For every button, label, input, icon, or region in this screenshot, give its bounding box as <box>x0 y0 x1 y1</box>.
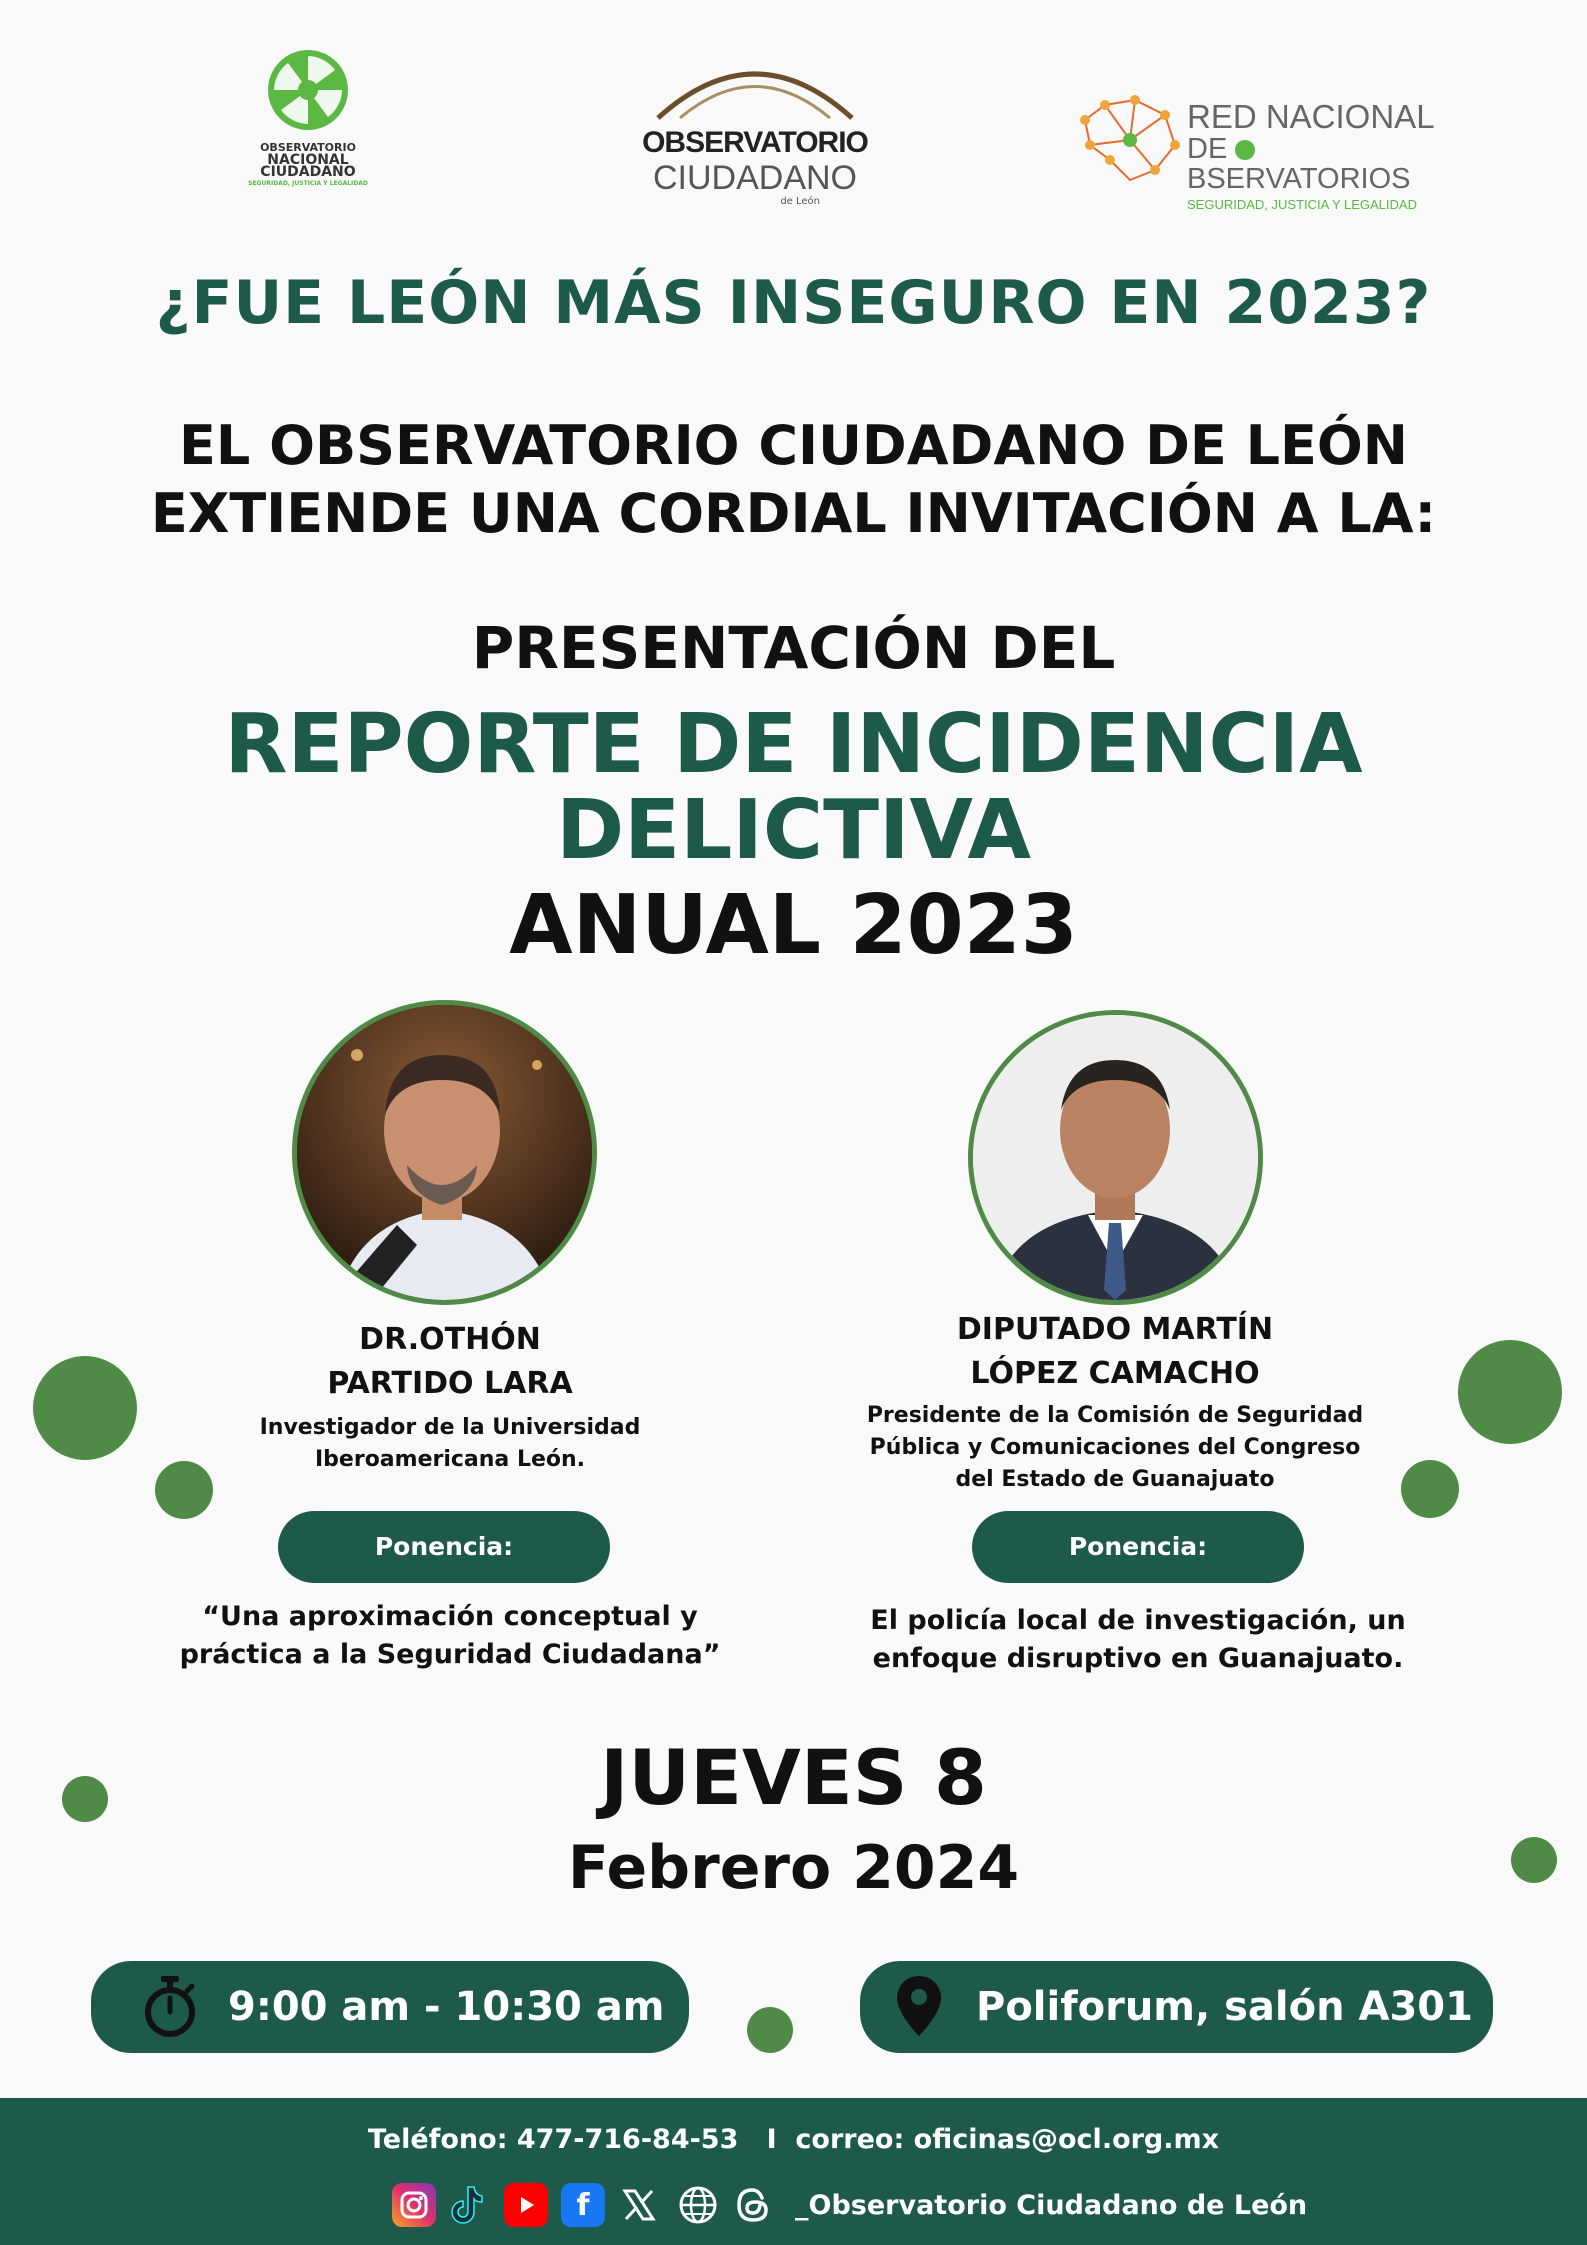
logo-observatorio-ciudadano <box>640 50 870 210</box>
footer-social-handle[interactable]: _Observatorio Ciudadano de León <box>795 2190 1308 2221</box>
report-title-line2: DELICTIVA <box>556 783 1031 878</box>
presentation-heading: PRESENTACIÓN DEL <box>471 614 1116 682</box>
logo-mid-line2: CIUDADANO <box>652 159 858 197</box>
logo-left-line1: OBSERVATORIO <box>260 141 356 154</box>
speaker-1-portrait <box>297 1005 592 1300</box>
speaker-2-name-line1: DIPUTADO MARTÍN <box>956 1312 1274 1347</box>
speaker-1-photo <box>292 1000 597 1305</box>
speaker-1-name-line1: DR.OTHÓN <box>359 1322 541 1357</box>
speaker-1-talk-line1: “Una aproximación conceptual y <box>202 1601 698 1632</box>
event-place-pill <box>860 1961 1493 2053</box>
logo-red-nacional <box>1075 90 1455 212</box>
event-place: Poliforum, salón A301 <box>976 1984 1473 2030</box>
headline-question: ¿FUE LEÓN MÁS INSEGURO EN 2023? <box>155 268 1432 338</box>
logo-right-line2a: DE <box>1187 133 1236 165</box>
event-day: JUEVES 8 <box>600 1733 987 1822</box>
green-dot-icon <box>1235 140 1255 160</box>
speaker-2-talk <box>838 1602 1438 1678</box>
arc-icon <box>640 50 870 120</box>
speaker-2-info <box>840 1308 1390 1496</box>
decorative-dot <box>747 2007 793 2053</box>
logo-left-line4: SEGURIDAD, JUSTICIA Y LEGALIDAD <box>248 180 368 187</box>
speaker-1-role-line1: Investigador de la Universidad <box>259 1415 641 1440</box>
speaker-2-photo <box>968 1010 1263 1305</box>
facebook-icon[interactable]: f <box>561 2183 605 2227</box>
speaker-2-portrait <box>973 1015 1258 1300</box>
logo-mid-line1: OBSERVATORIO <box>642 126 868 159</box>
logo-right-line3: SEGURIDAD, JUSTICIA Y LEGALIDAD <box>1187 197 1417 212</box>
speaker-2-talk-line2: enfoque disruptivo en Guanajuato. <box>872 1643 1404 1674</box>
speaker-2-role-line3: del Estado de Guanajuato <box>955 1467 1275 1492</box>
report-title-line1: REPORTE DE INCIDENCIA <box>224 697 1363 792</box>
report-year: ANUAL 2023 <box>509 878 1078 973</box>
invitation-line2: EXTIENDE UNA CORDIAL INVITACIÓN A LA: <box>150 482 1437 545</box>
report-title <box>0 697 1587 878</box>
event-time-pill <box>91 1961 689 2053</box>
invitation-text <box>0 412 1587 548</box>
green-swirl-icon <box>243 48 373 138</box>
youtube-icon[interactable] <box>504 2183 548 2227</box>
speaker-1-talk <box>150 1598 750 1674</box>
speaker-1-info <box>200 1318 700 1476</box>
threads-icon[interactable] <box>731 2183 775 2227</box>
x-icon[interactable] <box>617 2183 661 2227</box>
speaker-1-name-line2: PARTIDO LARA <box>327 1366 573 1401</box>
speaker-2-role-line2: Pública y Comunicaciones del Congreso <box>869 1435 1361 1460</box>
logo-left-line3: CIUDADANO <box>260 164 356 180</box>
decorative-dot <box>33 1356 137 1460</box>
footer-contact: Teléfono: 477-716-84-53 I correo: oficinas@ocl.org.mx <box>367 2124 1220 2155</box>
speaker-2-name-line2: LÓPEZ CAMACHO <box>970 1356 1260 1391</box>
location-pin-icon <box>897 1976 941 2036</box>
speaker-1-talk-line2: práctica a la Seguridad Ciudadana” <box>179 1639 721 1670</box>
event-month: Febrero 2024 <box>567 1833 1020 1903</box>
logo-right-line2b: BSERVATORIOS <box>1187 163 1411 195</box>
speaker-2-role-line1: Presidente de la Comisión de Seguridad <box>866 1403 1364 1428</box>
logo-left-line2: NACIONAL <box>267 152 349 168</box>
tiktok-icon[interactable] <box>445 2183 489 2227</box>
speaker-1-role-line2: Iberoamericana León. <box>314 1447 586 1472</box>
speaker-2-talk-line1: El policía local de investigación, un <box>870 1605 1406 1636</box>
instagram-icon[interactable] <box>392 2183 436 2227</box>
decorative-dot <box>1458 1340 1562 1444</box>
logo-mid-line3: de León <box>780 196 820 207</box>
logo-right-line1: RED NACIONAL <box>1187 98 1435 135</box>
invitation-line1: EL OBSERVATORIO CIUDADANO DE LEÓN <box>179 414 1408 477</box>
footer-bar <box>0 2098 1587 2245</box>
decorative-dot <box>1401 1460 1459 1518</box>
logo-observatorio-nacional <box>243 48 373 198</box>
speaker-2-ponencia-pill: Ponencia: <box>972 1511 1304 1583</box>
globe-icon[interactable] <box>676 2183 720 2227</box>
speaker-1-ponencia-pill: Ponencia: <box>278 1511 610 1583</box>
network-map-icon <box>1075 90 1185 190</box>
decorative-dot <box>155 1461 213 1519</box>
stopwatch-icon <box>141 1976 199 2038</box>
event-time: 9:00 am - 10:30 am <box>228 1984 665 2030</box>
